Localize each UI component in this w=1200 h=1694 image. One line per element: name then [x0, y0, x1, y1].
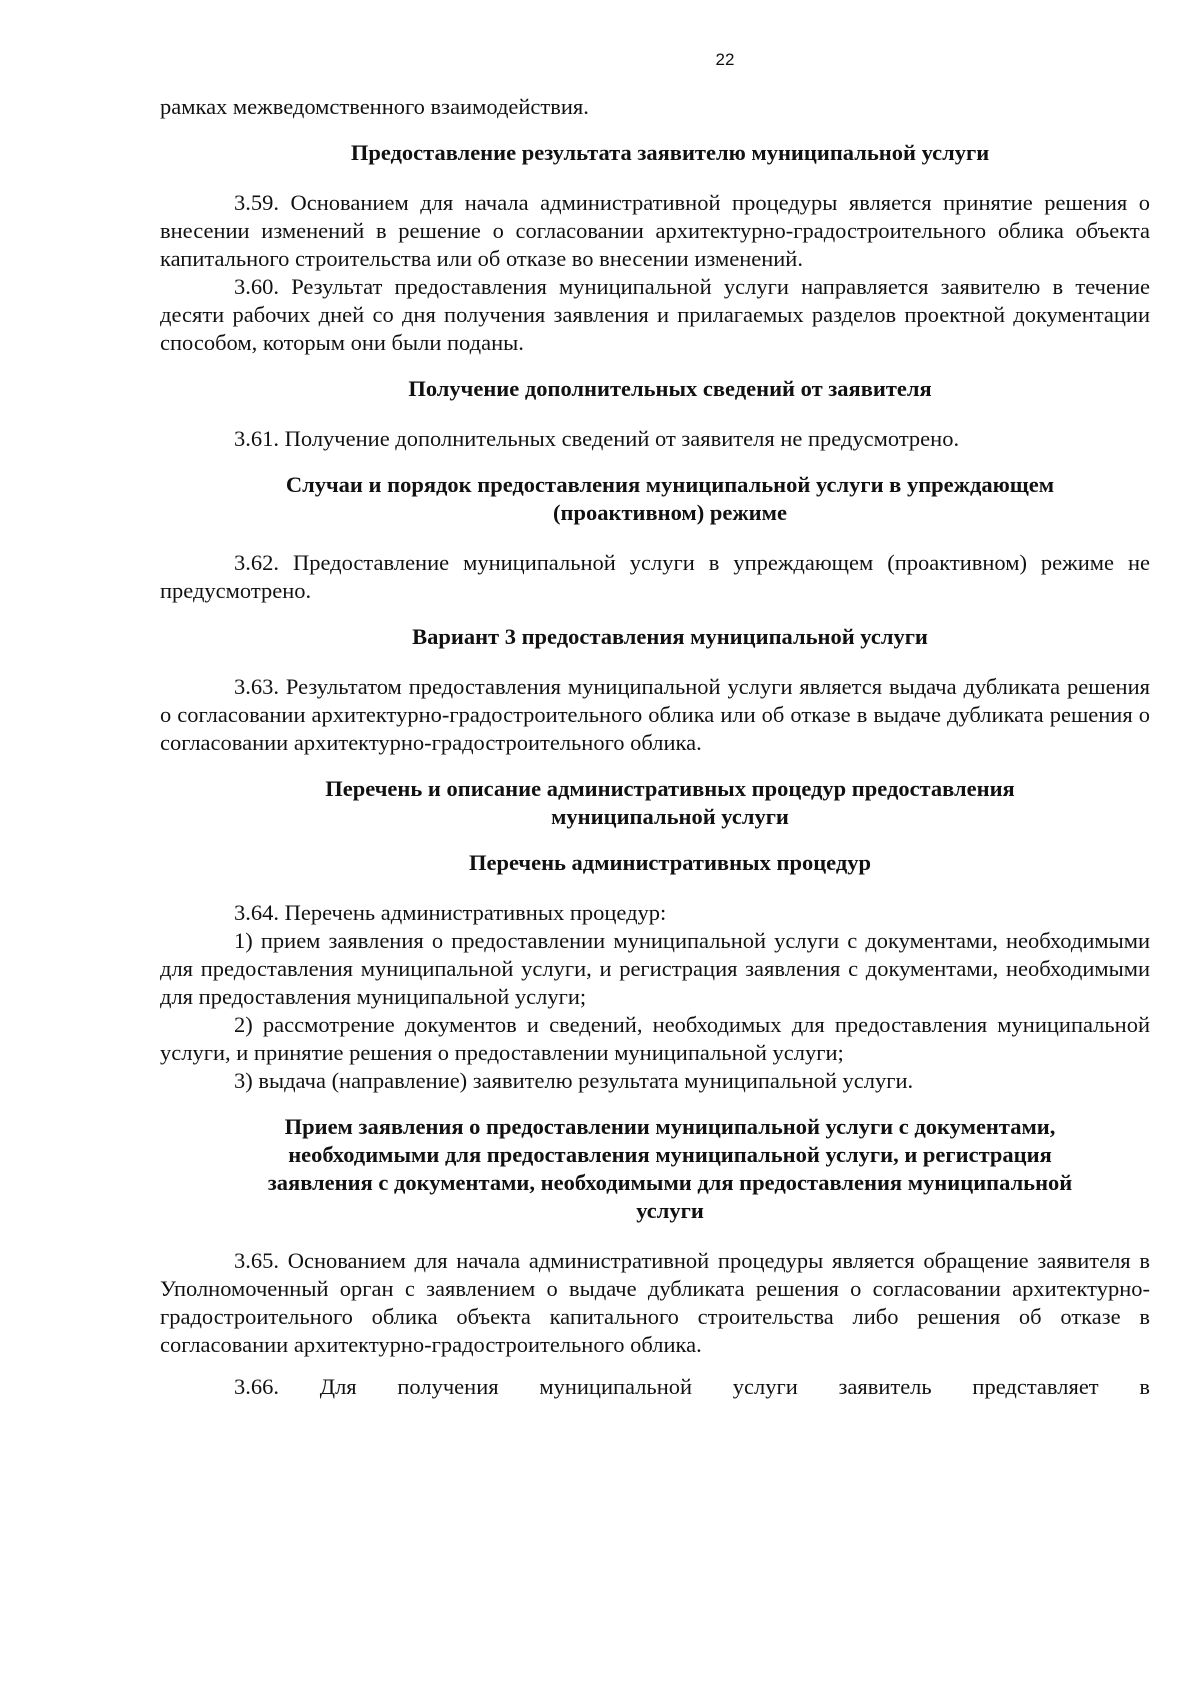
- heading-procedures-description: [160, 775, 1150, 831]
- heading-additional-info: Получение дополнительных сведений от заявителя: [408, 376, 932, 401]
- paragraph-3-65: 3.65. Основанием для начала административной процедуры является обращение заявителя в Уполномоченный орган с заявлением о выдаче дубликата решения о согласовании архитектурно-градостроительного облика объекта капитального строительства либо решения об отказе в согласовании архитектурно-градостроительного облика.: [160, 1248, 1150, 1357]
- heading-application-reception: [160, 1113, 1150, 1225]
- paragraph-3-64: 3.64. Перечень административных процедур:: [234, 900, 667, 925]
- list-item: 2) рассмотрение документов и сведений, необходимых для предоставления муниципальной услуги, и принятие решения о предоставлении муниципальной услуги;: [160, 1012, 1150, 1065]
- heading-line: муниципальной услуги: [551, 804, 789, 829]
- heading-line: заявления с документами, необходимыми для предоставления муниципальной: [267, 1170, 1073, 1195]
- continuation-text: рамках межведомственного взаимодействия.: [160, 94, 589, 119]
- heading-line: Прием заявления о предоставлении муниципальной услуги с документами,: [284, 1114, 1056, 1139]
- list-item: 3) выдача (направление) заявителю результата муниципальной услуги.: [234, 1068, 914, 1093]
- heading-line: Случаи и порядок предоставления муниципальной услуги в упреждающем: [285, 472, 1055, 497]
- paragraph-3-60: 3.60. Результат предоставления муниципальной услуги направляется заявителю в течение десяти рабочих дней со дня получения заявления и прилагаемых разделов проектной документации способом, которым они были поданы.: [160, 274, 1150, 355]
- heading-line: Перечень и описание административных процедур предоставления: [325, 776, 1015, 801]
- list-item: 1) прием заявления о предоставлении муниципальной услуги с документами, необходимыми для предоставления муниципальной услуги, и регистрация заявления с документами, необходимыми для предоставления муниципальной услуги;: [160, 928, 1150, 1009]
- heading-result-delivery: Предоставление результата заявителю муниципальной услуги: [350, 140, 990, 165]
- paragraph-3-66: 3.66. Для получения муниципальной услуги заявитель представляет в: [234, 1374, 1150, 1399]
- heading-proactive-mode: [160, 471, 1150, 527]
- heading-variant-3: Вариант 3 предоставления муниципальной услуги: [412, 624, 928, 649]
- paragraph-3-59: 3.59. Основанием для начала административной процедуры является принятие решения о внесении изменений в решение о согласовании архитектурно-градостроительного облика объекта капитального строительства или об отказе во внесении изменений.: [160, 190, 1150, 271]
- page-number: 22: [715, 50, 735, 69]
- heading-line: (проактивном) режиме: [553, 500, 787, 525]
- document-page: [160, 50, 1150, 1401]
- paragraph-3-61: 3.61. Получение дополнительных сведений от заявителя не предусмотрено.: [234, 426, 960, 451]
- heading-line: услуги: [636, 1198, 704, 1223]
- paragraph-3-63: 3.63. Результатом предоставления муниципальной услуги является выдача дубликата решения о согласовании архитектурно-градостроительного облика или об отказе в выдаче дубликата решения о согласовании архитектурно-градостроительного облика.: [160, 674, 1150, 755]
- heading-line: необходимыми для предоставления муниципальной услуги, и регистрация: [288, 1142, 1052, 1167]
- paragraph-3-62: 3.62. Предоставление муниципальной услуги в упреждающем (проактивном) режиме не предусмотрено.: [160, 550, 1150, 603]
- heading-procedures-list: Перечень административных процедур: [468, 850, 872, 875]
